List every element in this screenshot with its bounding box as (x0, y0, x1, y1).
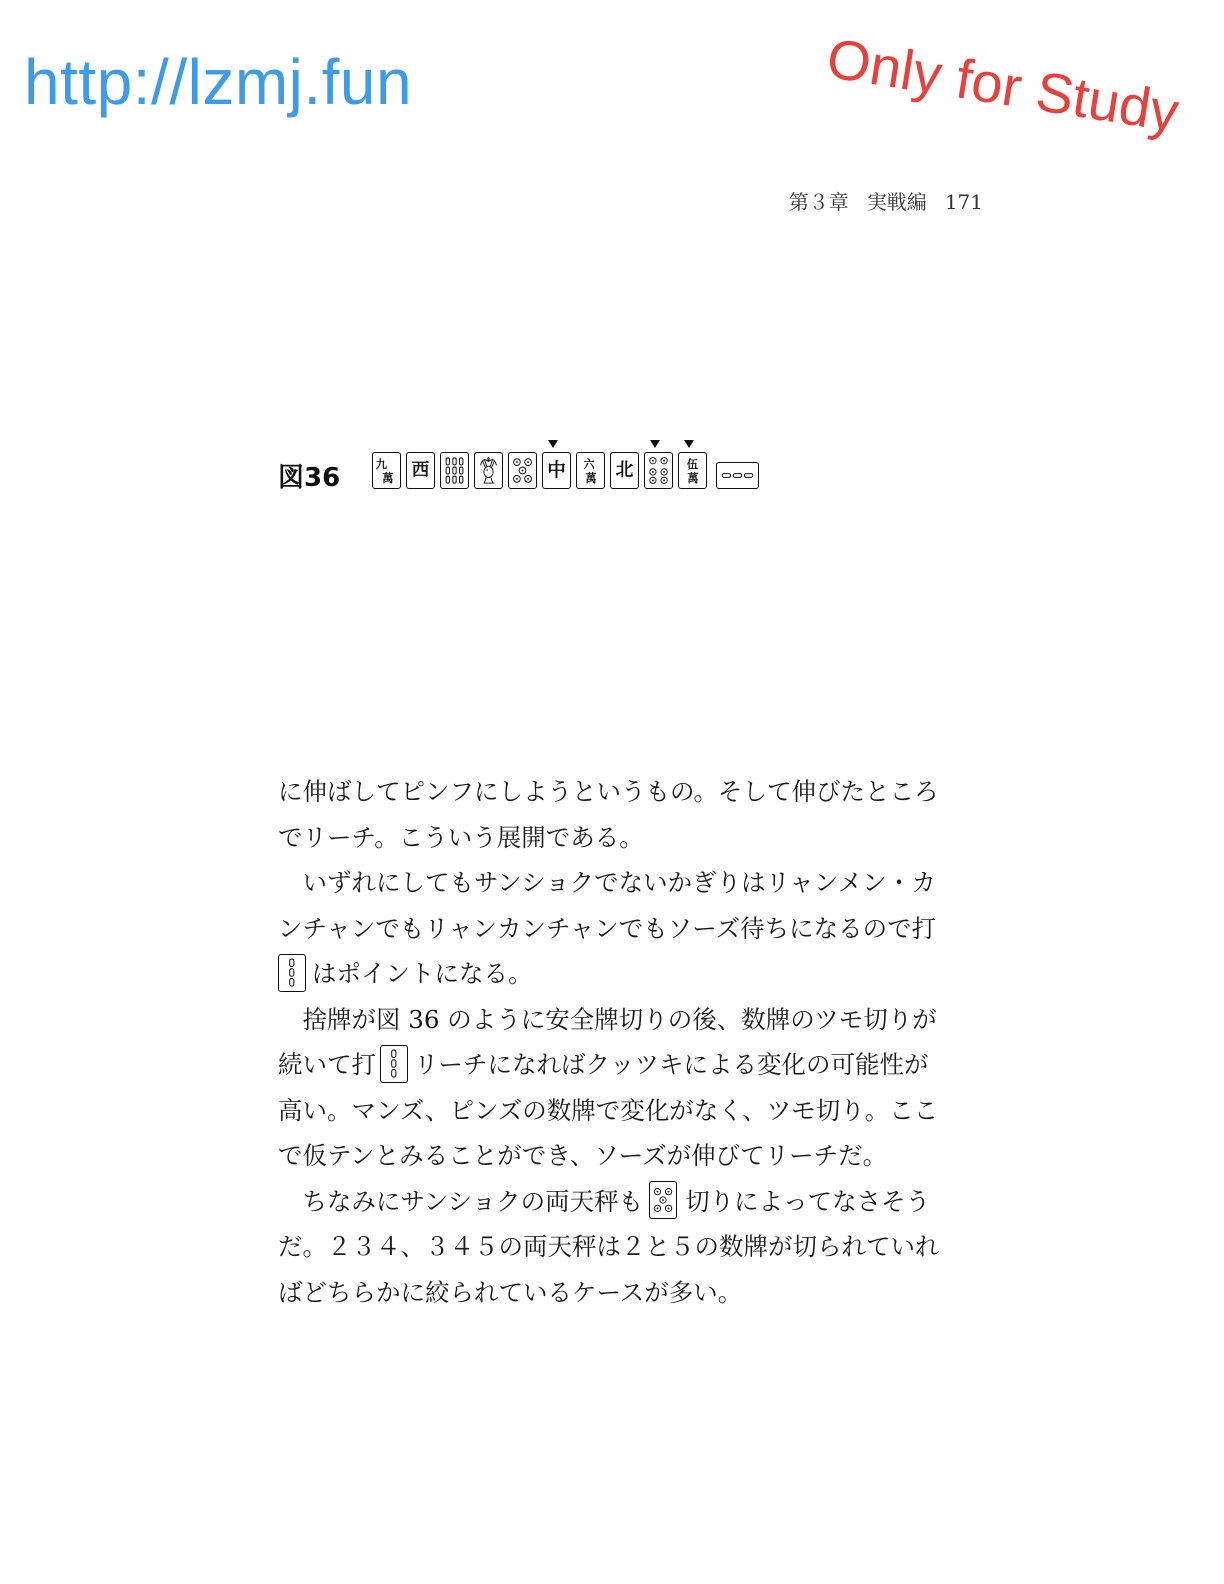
tile-6-pin (644, 452, 673, 489)
text-line (278, 951, 988, 997)
tile-9-man-suit: 萬 (382, 472, 394, 486)
tile-red-dragon (542, 452, 571, 489)
text-line: ばどちらかに絞られているケースが多い。 (278, 1277, 743, 1307)
text-line: いずれにしてもサンショクでないかぎりはリャンメン・カ (278, 868, 936, 897)
tile-6-man (576, 452, 605, 489)
text-line: 捨牌が図 36 のように安全牌切りの後、数牌のツモ切りが (278, 1004, 937, 1034)
tile-north (610, 452, 639, 489)
watermark-study-notice: Only for Study (822, 26, 1184, 144)
tile-5-pin (508, 452, 537, 489)
text-line (278, 1179, 988, 1225)
tile-1-sou-bird (474, 452, 503, 489)
inline-tile-5-pin (649, 1181, 677, 1219)
tsumogiri-marker (548, 440, 558, 448)
text-span: 続いて打 (278, 1050, 376, 1079)
tile-5-man (678, 452, 707, 489)
body-text (278, 769, 988, 1315)
tsumogiri-marker (684, 440, 694, 448)
section-label: 実戦編 (866, 190, 927, 214)
text-line: 高い。マンズ、ピンズの数牌で変化がなく、ツモ切り。ここ (278, 1095, 939, 1125)
text-line: でリーチ。こういう展開である。 (278, 822, 644, 852)
page-number: 171 (944, 190, 983, 214)
inline-tile-3-sou (278, 954, 306, 992)
tile-9-sou (440, 452, 469, 489)
tsumogiri-marker (650, 440, 660, 448)
text-span: はポイントになる。 (312, 959, 533, 988)
tile-north-glyph: 北 (615, 459, 634, 481)
text-line: ンチャンでもリャンカンチャンでもソーズ待ちになるので打 (278, 913, 937, 943)
text-span: ちなみにサンショクの両天秤も (278, 1186, 644, 1216)
tile-west (406, 452, 435, 489)
running-header (700, 186, 983, 215)
chapter-label: 第３章 (788, 190, 849, 214)
tile-6-man-suit: 萬 (585, 472, 597, 486)
tile-3-sou-sideways (716, 462, 759, 489)
watermark-url: http://lzmj.fun (24, 46, 413, 118)
tile-5-man-suit: 萬 (687, 472, 699, 486)
tile-9-man (372, 452, 401, 489)
text-span: リーチになればクッツキによる変化の可能性が (414, 1050, 929, 1079)
text-span: 切りによってなさそう (685, 1186, 931, 1216)
discard-row (372, 438, 772, 494)
text-line: だ。２３４、３４５の両天秤は２と５の数牌が切られていれ (278, 1232, 940, 1261)
inline-tile-3-sou (380, 1045, 408, 1083)
tile-9-man-numeral: 九 (375, 458, 387, 472)
figure-label: 図36 (278, 463, 341, 493)
text-line: で仮テンとみることができ、ソーズが伸びてリーチだ。 (278, 1141, 888, 1170)
tile-6-man-numeral: 六 (583, 458, 595, 472)
tile-5-man-numeral: 伍 (686, 458, 699, 472)
tile-west-glyph: 西 (411, 459, 430, 481)
text-line (278, 1042, 988, 1088)
text-line: に伸ばしてピンフにしようというもの。そして伸びたところ (278, 777, 939, 806)
tile-red-dragon-glyph: 中 (547, 460, 566, 482)
